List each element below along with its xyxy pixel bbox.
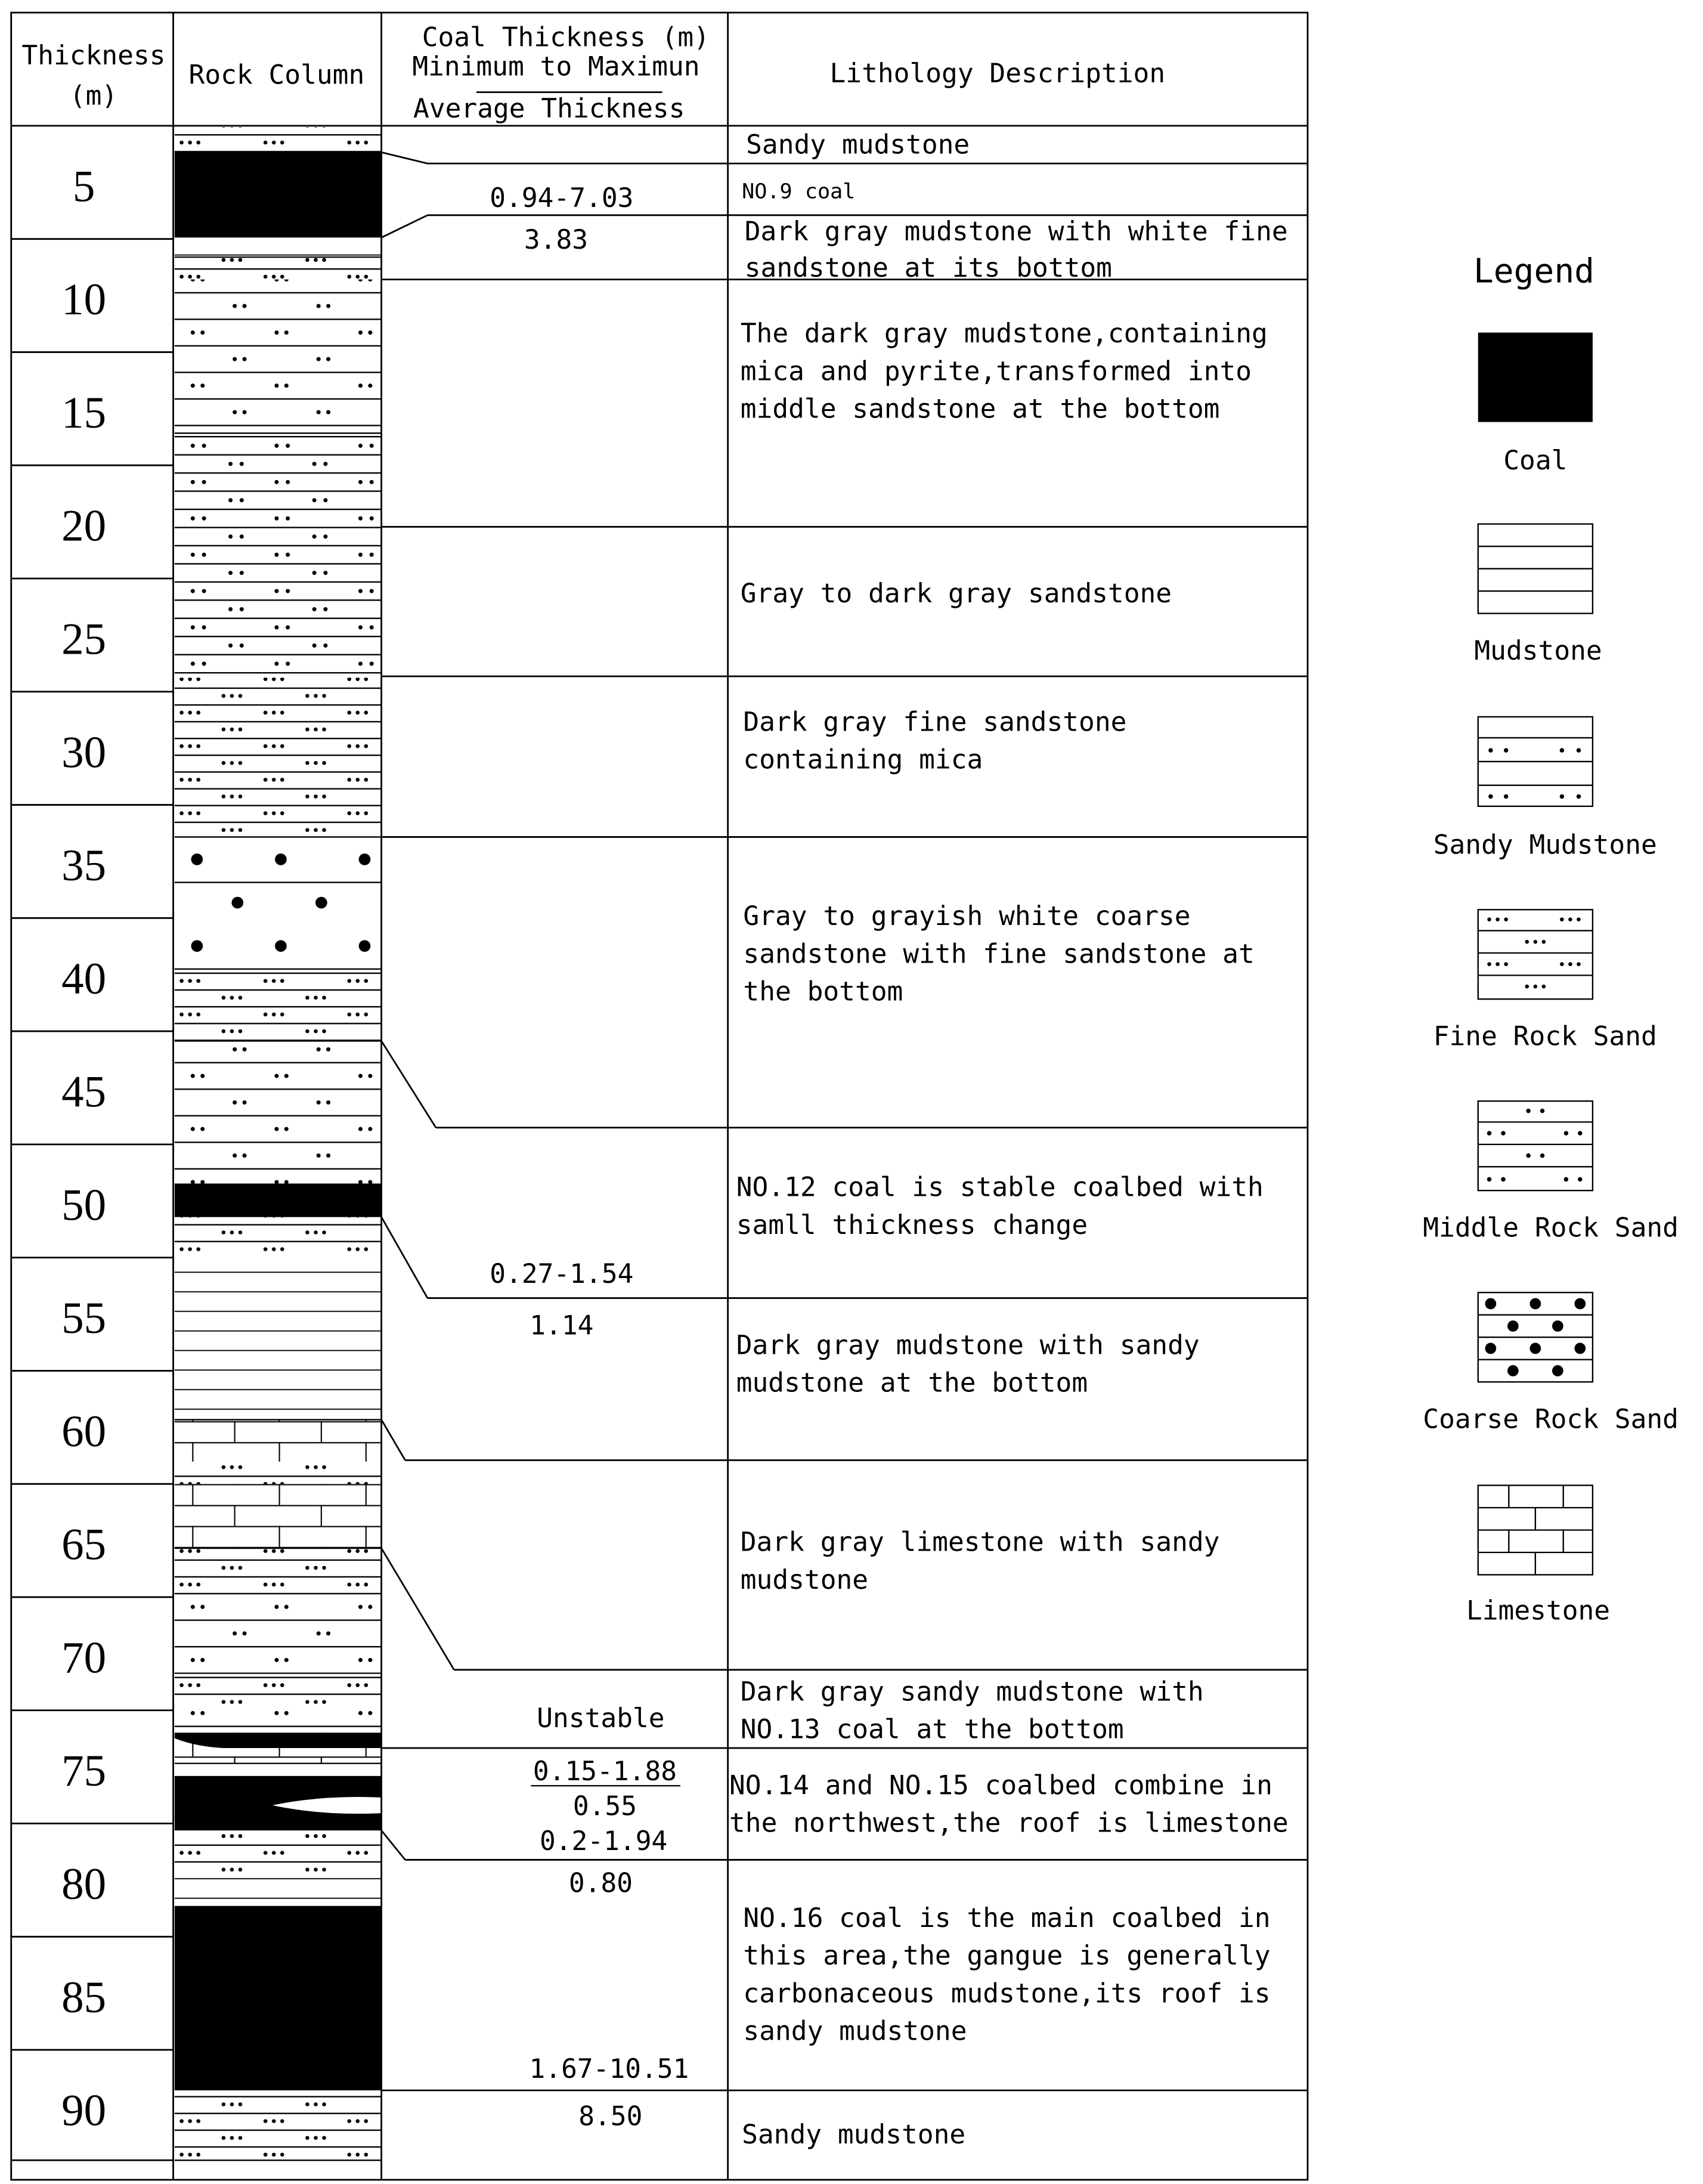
legend-swatch-mudstone xyxy=(1478,524,1593,614)
layer-mudstone xyxy=(175,1873,382,1906)
legend-label-fine-sand: Fine Rock Sand xyxy=(1433,1021,1657,1052)
lithology-text: sandstone with fine sandstone at xyxy=(743,939,1255,970)
depth-label: 30 xyxy=(61,728,107,778)
header-thickness-unit: (m) xyxy=(69,81,118,112)
legend-swatch-coarse-sand xyxy=(1478,1292,1593,1382)
coal-range: 0.15-1.88 xyxy=(532,1756,677,1787)
coal-average: 3.83 xyxy=(524,225,589,256)
depth-label: 80 xyxy=(61,1860,107,1910)
depth-label: 85 xyxy=(61,1972,107,2022)
depth-label: 5 xyxy=(72,162,95,212)
lithology-text: NO.9 coal xyxy=(742,179,856,204)
depth-label: 25 xyxy=(61,614,107,664)
lithology-text: mudstone at the bottom xyxy=(736,1368,1088,1399)
lithology-text: containing mica xyxy=(743,744,983,775)
legend-label-coarse-sand: Coarse Rock Sand xyxy=(1423,1404,1679,1435)
depth-label: 55 xyxy=(61,1294,107,1344)
rock-column xyxy=(175,127,382,2180)
legend-swatch-fine-sand xyxy=(1478,910,1593,999)
lithology-text: mudstone xyxy=(740,1564,869,1595)
depth-label: 35 xyxy=(61,841,107,891)
lithology-text: Dark gray fine sandstone xyxy=(743,707,1127,738)
coal-average: 1.14 xyxy=(530,1310,594,1341)
depth-label: 65 xyxy=(61,1520,107,1570)
layer-coal-12 xyxy=(175,1183,382,1217)
layer-coal-9 xyxy=(175,152,382,237)
header-coal-average: Average Thickness xyxy=(413,93,685,124)
layer-fine-sand xyxy=(175,257,382,279)
lithology-text: this area,the gangue is generally xyxy=(743,1941,1271,1972)
lithology-text: sandy mudstone xyxy=(743,2016,967,2047)
coal-thickness-column xyxy=(490,183,689,2132)
legend-label-coal: Coal xyxy=(1503,446,1568,477)
layer-blank-bottom xyxy=(175,2160,382,2180)
depth-label: 70 xyxy=(61,1633,107,1683)
lithology-text: carbonaceous mudstone,its roof is xyxy=(743,1978,1271,2009)
legend xyxy=(1423,252,1679,1626)
layer-coal-13 xyxy=(175,1733,382,1748)
lithology-text: Sandy mudstone xyxy=(746,129,970,160)
lithology-text: Gray to dark gray sandstone xyxy=(740,578,1172,609)
layer-fine-sand xyxy=(175,971,382,1041)
lithology-text: the northwest,the roof is limestone xyxy=(729,1808,1289,1839)
depth-label: 60 xyxy=(61,1406,107,1456)
lithology-text: mica and pyrite,transformed into xyxy=(740,356,1252,387)
layer-mudstone xyxy=(175,1255,382,1419)
coal-range: 0.2-1.94 xyxy=(539,1826,668,1857)
coal-range: 1.67-10.51 xyxy=(529,2053,689,2084)
lithology-text: Dark gray limestone with sandy xyxy=(740,1527,1220,1558)
legend-title: Legend xyxy=(1473,252,1595,291)
lithology-text: NO.13 coal at the bottom xyxy=(740,1714,1124,1745)
lithology-text: middle sandstone at the bottom xyxy=(740,394,1220,425)
coal-range: 0.94-7.03 xyxy=(490,182,634,214)
layer-fine-sand xyxy=(175,1548,382,1598)
depth-label: 75 xyxy=(61,1746,107,1796)
layer-sandy-mudstone xyxy=(175,1598,382,1674)
layer-mudstone xyxy=(175,237,382,257)
depth-label: 45 xyxy=(61,1067,107,1117)
header-coal-thickness: Coal Thickness (m) xyxy=(422,22,710,53)
table-header xyxy=(21,22,1165,123)
layer-fine-sand xyxy=(175,2090,382,2160)
coal-range: 0.27-1.54 xyxy=(490,1258,634,1289)
layer-fine-sand xyxy=(175,1462,382,1484)
lithology-text: NO.12 coal is stable coalbed with xyxy=(736,1172,1264,1203)
lithology-text: Dark gray sandy mudstone with xyxy=(740,1676,1204,1707)
legend-swatch-middle-sand xyxy=(1478,1101,1593,1190)
legend-swatch-limestone xyxy=(1478,1486,1593,1575)
depth-scale xyxy=(61,162,106,2135)
depth-label: 50 xyxy=(61,1180,107,1230)
lithology-text: NO.16 coal is the main coalbed in xyxy=(743,1903,1271,1934)
depth-label: 40 xyxy=(61,954,107,1004)
lithology-text: The dark gray mudstone,containing xyxy=(740,318,1268,349)
legend-swatch-coal xyxy=(1478,333,1593,422)
lithology-text: sandstone at its bottom xyxy=(744,252,1112,283)
coal-average: 0.55 xyxy=(572,1791,637,1822)
legend-label-mudstone: Mudstone xyxy=(1474,635,1602,666)
legend-label-limestone: Limestone xyxy=(1466,1595,1611,1626)
lithology-text: Dark gray mudstone with sandy xyxy=(736,1330,1200,1361)
lithology-text: Dark gray mudstone with white fine xyxy=(744,216,1288,247)
header-rock-column: Rock Column xyxy=(188,60,365,91)
lithology-column xyxy=(729,130,1289,2150)
layer-sandy-mudstone xyxy=(175,1704,382,1733)
layer-limestone xyxy=(175,1484,382,1548)
depth-label: 10 xyxy=(61,275,107,325)
legend-label-middle-sand: Middle Rock Sand xyxy=(1423,1212,1679,1243)
header-thickness: Thickness xyxy=(21,40,166,71)
coal-average: 8.50 xyxy=(578,2101,643,2132)
layer-fine-sand xyxy=(175,127,382,152)
lithology-text: NO.14 and NO.15 coalbed combine in xyxy=(729,1770,1272,1801)
layer-limestone xyxy=(175,1419,382,1461)
depth-label: 90 xyxy=(61,2086,107,2136)
layer-fine-sand xyxy=(175,678,382,837)
header-lithology: Lithology Description xyxy=(829,58,1166,89)
lithology-text: the bottom xyxy=(743,976,903,1007)
legend-label-sandy-mudstone: Sandy Mudstone xyxy=(1433,830,1657,861)
coal-average: 0.80 xyxy=(568,1868,633,1899)
layer-coal-16 xyxy=(175,1906,382,2090)
layer-fine-sand xyxy=(175,1217,382,1255)
lithology-text: Gray to grayish white coarse xyxy=(743,901,1191,932)
depth-label: 15 xyxy=(61,388,107,438)
layer-middle-sand xyxy=(175,433,382,678)
layer-sandy-mudstone xyxy=(175,1041,382,1183)
depth-label: 20 xyxy=(61,501,107,551)
lithology-text: Sandy mudstone xyxy=(742,2120,966,2151)
layer-fine-sand xyxy=(175,1830,382,1872)
legend-swatch-sandy-mudstone xyxy=(1478,717,1593,806)
layer-fine-sand xyxy=(175,1674,382,1705)
header-coal-range: Minimum to Maximun xyxy=(412,51,700,82)
lithology-text: samll thickness change xyxy=(736,1209,1088,1241)
coal-unstable: Unstable xyxy=(537,1703,665,1734)
layer-sandy-mudstone xyxy=(175,280,382,434)
layer-coarse-sand xyxy=(175,837,382,971)
